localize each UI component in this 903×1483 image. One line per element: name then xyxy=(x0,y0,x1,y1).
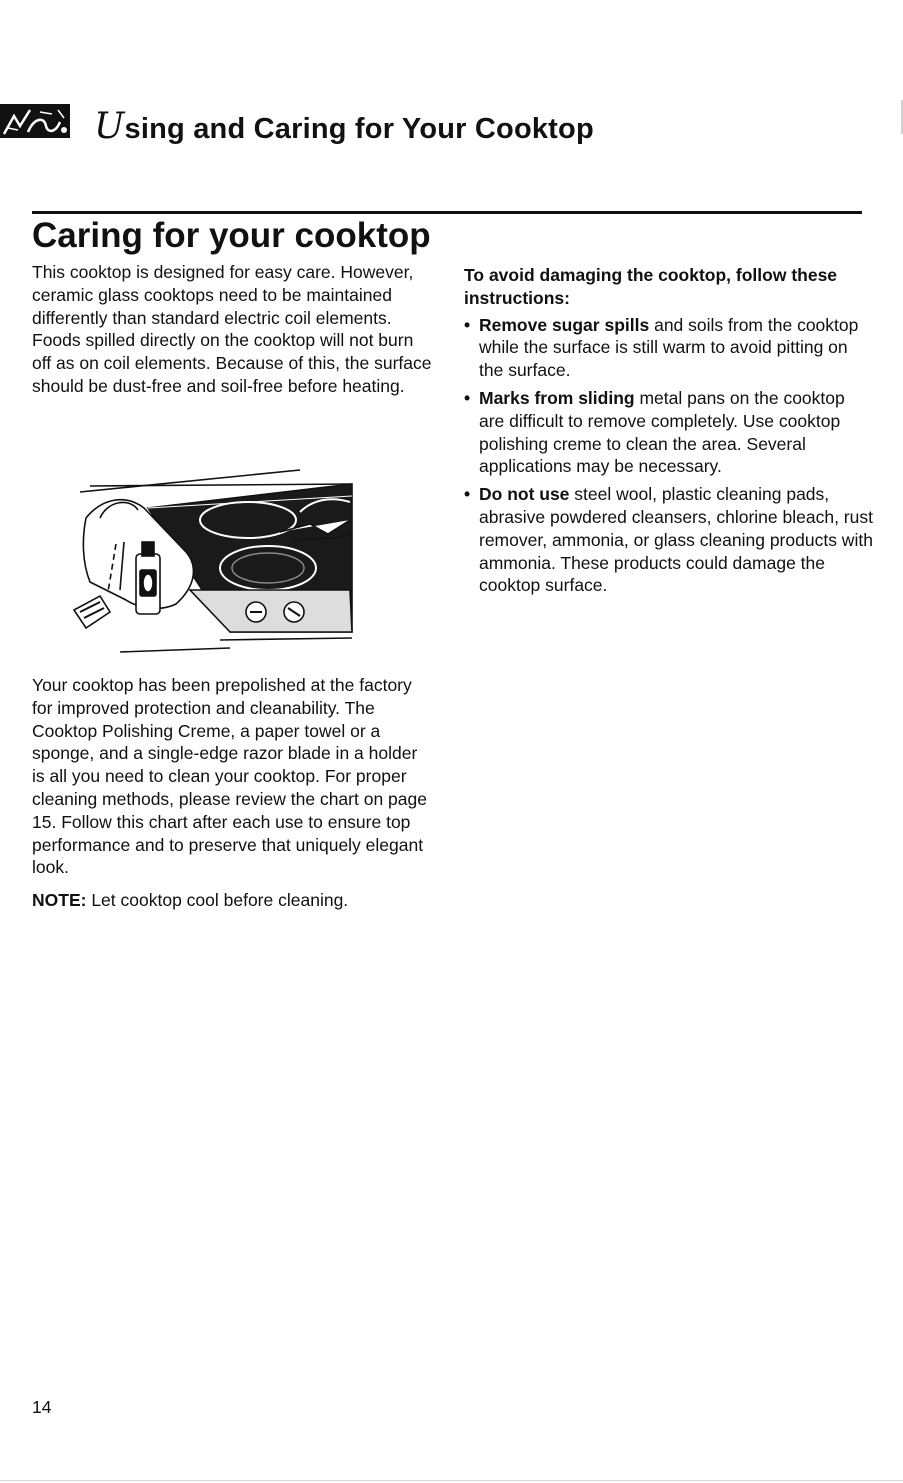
bottom-rule xyxy=(0,1480,903,1481)
page-header xyxy=(0,96,903,156)
bullet-dot-icon: • xyxy=(464,314,471,335)
cooktop-cleaning-illustration xyxy=(60,462,360,662)
section-title: Caring for your cooktop xyxy=(32,216,431,255)
brand-logo-icon xyxy=(0,104,70,138)
note-paragraph xyxy=(32,889,432,912)
left-column-body xyxy=(32,674,432,922)
header-title-initial: U xyxy=(94,106,125,147)
instructions-heading: To avoid damaging the cooktop, follow these instructions: xyxy=(464,265,838,308)
note-label: NOTE: xyxy=(32,890,87,911)
page-number: 14 xyxy=(32,1397,52,1417)
bullet-dot-icon: • xyxy=(464,484,471,505)
bullet-text: metal pans on the cooktop are difficult to remove completely. Use cooktop polishing creme to clean the area. Several applications may be necessary. xyxy=(479,387,845,477)
header-title xyxy=(94,106,594,147)
header-title-rest: sing and Caring for Your Cooktop xyxy=(124,113,594,145)
list-item xyxy=(464,314,874,382)
bullet-text: and soils from the cooktop while the surface is still warm to avoid pitting on the surface. xyxy=(479,314,859,381)
prepolished-paragraph: Your cooktop has been prepolished at the factory for improved protection and cleanability. The Cooktop Polishing Creme, a paper towel or a sponge, and a single-edge razor blade in a holder is all you need to clean your cooktop. For proper cleaning methods, please review the chart on page 15. Follow this chart after each use to ensure top performance and to preserve that uniquely elegant look. xyxy=(32,675,427,878)
list-item xyxy=(464,483,874,597)
bullet-lead: Marks from sliding xyxy=(479,387,635,408)
bullet-dot-icon: • xyxy=(464,387,471,408)
left-column-intro xyxy=(32,261,432,398)
bullet-lead: Do not use xyxy=(479,484,570,505)
bullet-lead: Remove sugar spills xyxy=(479,314,650,335)
note-text: Let cooktop cool before cleaning. xyxy=(86,890,349,911)
intro-paragraph: This cooktop is designed for easy care. However, ceramic glass cooktops need to be maintained differently than standard electric coil elements. Foods spilled directly on the cooktop will not burn off as on coil elements. Because of this, the surface should be dust-free and soil-free before heating. xyxy=(32,262,432,396)
instructions-list xyxy=(464,314,874,598)
right-column xyxy=(464,264,874,602)
bullet-text: steel wool, plastic cleaning pads, abrasive powdered cleansers, chlorine bleach, rust remover, ammonia, or glass cleaning products with ammonia. These products could damage the cooktop surface. xyxy=(479,484,873,596)
list-item xyxy=(464,387,874,478)
section-rule xyxy=(32,211,862,214)
